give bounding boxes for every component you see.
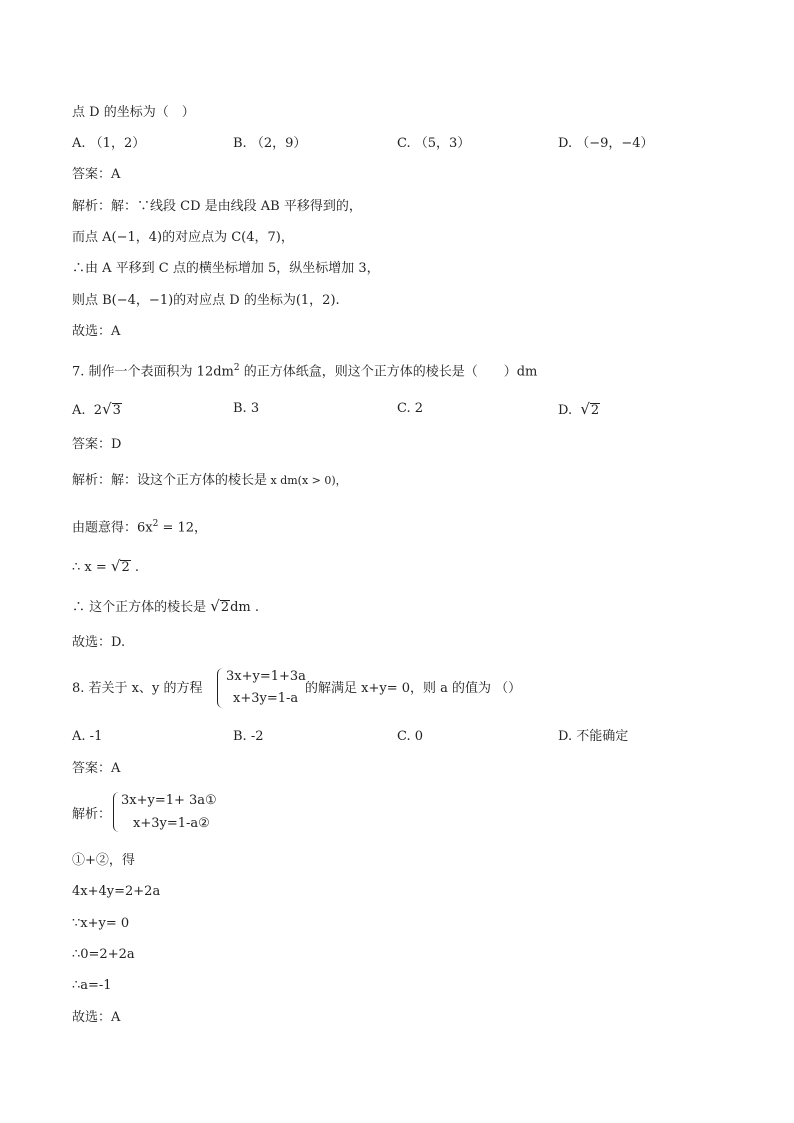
- q6-option-a: A. （1，2）: [72, 136, 146, 151]
- q6-analysis-line-4: 则点 B(−4，−1)的对应点 D 的坐标为(1，2).: [72, 293, 340, 308]
- q7-option-d: D. √2: [558, 400, 600, 418]
- q8-option-a: A. -1: [72, 729, 103, 744]
- q6-option-c: C. （5，3）: [397, 136, 471, 151]
- q8-option-b: B. -2: [233, 729, 264, 744]
- q7-option-c: C. 2: [397, 401, 424, 416]
- q8-option-d: D. 不能确定: [558, 729, 629, 744]
- q8-system-line-2: x+3y=1-a: [233, 691, 299, 706]
- q8-step-3: ∵x+y= 0: [72, 916, 130, 931]
- q7-stem: 7. 制作一个表面积为 $12dm^2$ 的正方体纸盒，则这个正方体的棱长是（ ）dm: [72, 363, 538, 380]
- q7-analysis-line-1: 解析：解：设这个正方体的棱长是 x dm(x > 0)，: [72, 473, 347, 488]
- q8-option-c: C. 0: [397, 729, 424, 744]
- q6-stem: 点 D 的坐标为（ ）: [72, 105, 195, 120]
- q8-system-line-1: 3x+y=1+3a: [226, 669, 306, 684]
- q6-analysis-line-1: 解析：解：∵线段 CD 是由线段 AB 平移得到的，: [72, 199, 362, 214]
- q6-analysis-line-3: ∴由 A 平移到 C 点的横坐标增加 5，纵坐标增加 3，: [72, 261, 380, 276]
- q8-analysis-system-1: 3x+y=1+ 3a①: [121, 793, 217, 808]
- q6-analysis-line-2: 而点 A(−1，4)的对应点为 C(4，7)，: [72, 230, 294, 245]
- q8-system-brace: [217, 668, 223, 708]
- q8-conclusion: 故选：A: [72, 1010, 121, 1025]
- q7-analysis-line-2: 由题意得：$6x^2 = 12$，: [72, 519, 208, 536]
- q8-analysis-brace: [113, 792, 119, 832]
- q7-answer: 答案：D: [72, 437, 122, 452]
- q8-analysis-system-2: x+3y=1-a②: [133, 816, 210, 831]
- q6-answer: 答案：A: [72, 167, 121, 182]
- q6-conclusion: 故选：A: [72, 324, 121, 339]
- q8-answer: 答案：A: [72, 761, 121, 776]
- q6-option-d: D. （−9，−4）: [558, 136, 654, 151]
- q8-analysis-label: 解析：: [72, 807, 112, 822]
- q8-step-4: ∴0=2+2a: [72, 947, 135, 962]
- q8-step-2: 4x+4y=2+2a: [72, 884, 161, 899]
- q7-analysis-line-4: ∴ 这个正方体的棱长是 √2dm .: [72, 597, 260, 615]
- q7-conclusion: 故选：D.: [72, 635, 126, 650]
- q8-stem-post: 的解满足 x+y= 0，则 a 的值为 （）: [305, 681, 522, 696]
- q8-step-5: ∴a=-1: [72, 978, 112, 993]
- q7-option-b: B. 3: [233, 401, 260, 416]
- q7-analysis-line-3: ∴ x = √2 .: [72, 557, 140, 575]
- q8-step-1: ①+②，得: [72, 853, 135, 868]
- q8-stem-pre: 8. 若关于 x、y 的方程: [72, 681, 203, 696]
- q6-option-b: B. （2，9）: [233, 136, 307, 151]
- q7-option-a: A. 2√3: [72, 400, 121, 418]
